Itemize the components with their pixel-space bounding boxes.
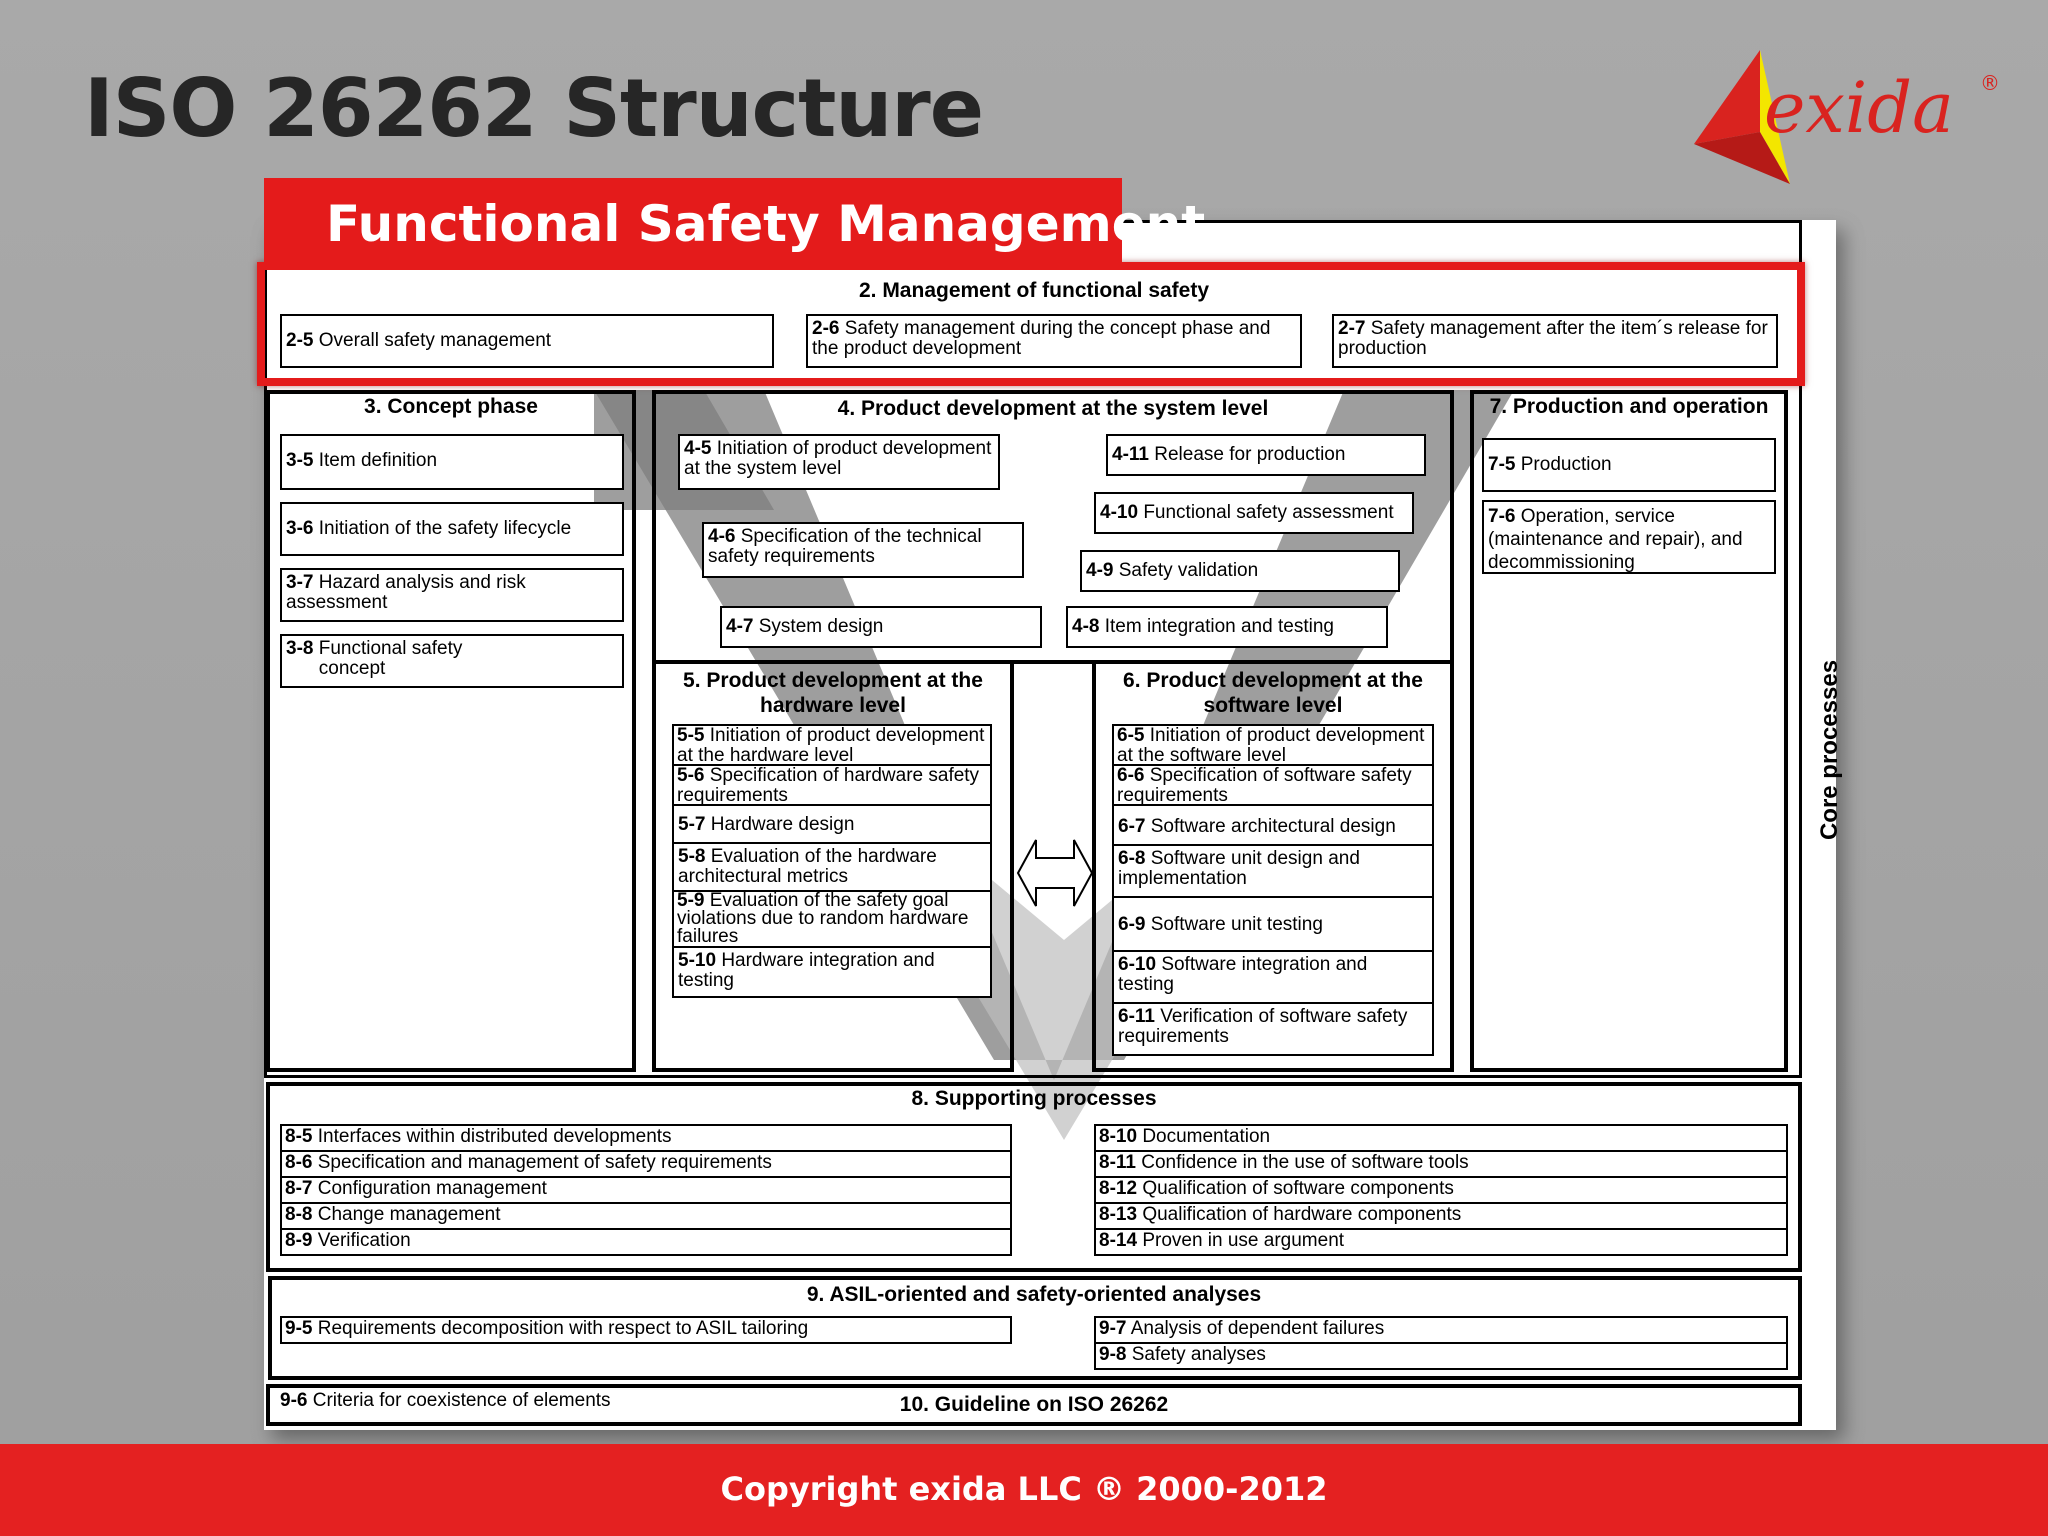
logo-text: exida (1764, 67, 1954, 149)
item-5-9: 5-9 Evaluation of the safety goal violations due to random hardware failures (672, 890, 992, 948)
item-4-8: 4-8 Item integration and testing (1066, 606, 1388, 648)
item-6-5: 6-5 Initiation of product development at the software level (1112, 724, 1434, 766)
item-9-7: 9-7 Analysis of dependent failures (1094, 1316, 1788, 1344)
item-8-13: 8-13 Qualification of hardware components (1094, 1202, 1788, 1230)
item-8-5: 8-5 Interfaces within distributed developments (280, 1124, 1012, 1152)
item-5-10: 5-10 Hardware integration and testing (672, 946, 992, 998)
item-3-7: 3-7 Hazard analysis and risk assessment (280, 568, 624, 622)
item-8-6: 8-6 Specification and management of safety requirements (280, 1150, 1012, 1178)
item-7-5: 7-5 Production (1482, 438, 1776, 492)
supporting-processes-title: 8. Supporting processes (911, 1087, 1157, 1110)
item-8-7: 8-7 Configuration management (280, 1176, 1012, 1204)
item-6-11: 6-11 Verification of software safety requirements (1112, 1002, 1434, 1056)
concept-phase-section (266, 390, 636, 1072)
guideline-title: 10. Guideline on ISO 26262 (899, 1393, 1169, 1416)
item-8-11: 8-11 Confidence in the use of software tools (1094, 1150, 1788, 1178)
item-9-8: 9-8 Safety analyses (1094, 1342, 1788, 1370)
core-processes-label-wrap (1800, 620, 1860, 880)
exida-logo (1688, 44, 2008, 194)
item-3-5: 3-5 Item definition (280, 434, 624, 490)
item-9-6: 9-6 Criteria for coexistence of elements (280, 1390, 611, 1411)
management-highlight-frame (257, 262, 1805, 386)
item-9-5: 9-5 Requirements decomposition with respect to ASIL tailoring (280, 1316, 1012, 1344)
item-7-6: 7-6 Operation, service (maintenance and repair), and decommissioning (1482, 500, 1776, 574)
slide-title: ISO 26262 Structure (84, 62, 984, 155)
item-2-6: 2-6 Safety management during the concept phase and the product development (806, 314, 1302, 368)
item-8-10: 8-10 Documentation (1094, 1124, 1788, 1152)
item-6-8: 6-8 Software unit design and implementation (1112, 844, 1434, 898)
item-8-12: 8-12 Qualification of software components (1094, 1176, 1788, 1204)
copyright-text: Copyright exida LLC ® 2000-2012 (720, 1470, 1328, 1508)
item-4-9: 4-9 Safety validation (1080, 550, 1400, 592)
item-5-7: 5-7 Hardware design (672, 804, 992, 844)
item-4-11: 4-11 Release for production (1106, 434, 1426, 476)
footer-bar (0, 1444, 2048, 1536)
item-4-7: 4-7 System design (720, 606, 1042, 648)
item-2-7: 2-7 Safety management after the item´s release for production (1332, 314, 1778, 368)
item-6-9: 6-9 Software unit testing (1112, 896, 1434, 952)
item-4-6: 4-6 Specification of the technical safety requirements (702, 522, 1024, 578)
asil-analyses-title: 9. ASIL-oriented and safety-oriented analyses (806, 1283, 1262, 1306)
concept-phase-title: 3. Concept phase (364, 395, 538, 418)
item-4-10: 4-10 Functional safety assessment (1094, 492, 1414, 534)
item-5-5: 5-5 Initiation of product development at the hardware level (672, 724, 992, 766)
item-6-10: 6-10 Software integration and testing (1112, 950, 1434, 1004)
item-4-5: 4-5 Initiation of product development at the system level (678, 434, 1000, 490)
core-processes-label: Core processes (1816, 659, 1843, 841)
item-3-6: 3-6 Initiation of the safety lifecycle (280, 502, 624, 556)
item-8-8: 8-8 Change management (280, 1202, 1012, 1230)
hardware-level-title: 5. Product development at the hardware level (683, 669, 983, 717)
item-5-6: 5-6 Specification of hardware safety requirements (672, 764, 992, 806)
logo-registered-mark: ® (1980, 71, 2000, 95)
production-section (1470, 390, 1788, 1072)
item-5-8: 5-8 Evaluation of the hardware architectural metrics (672, 842, 992, 892)
production-title: 7. Production and operation (1489, 395, 1769, 418)
exida-logo-mark (1688, 44, 2008, 194)
item-6-7: 6-7 Software architectural design (1112, 804, 1434, 846)
item-8-14: 8-14 Proven in use argument (1094, 1228, 1788, 1256)
management-title: 2. Management of functional safety (858, 279, 1210, 302)
system-level-title: 4. Product development at the system level (837, 397, 1269, 420)
item-3-8: 3-8 Functional safety concept (280, 634, 624, 688)
double-arrow-icon (1016, 818, 1096, 928)
iso-structure-diagram (264, 220, 1843, 1430)
item-6-6: 6-6 Specification of software safety requirements (1112, 764, 1434, 806)
functional-safety-management-tab: Functional Safety Management (264, 178, 1122, 268)
item-2-5: 2-5 Overall safety management (280, 314, 774, 368)
software-level-title: 6. Product development at the software level (1123, 669, 1423, 717)
item-8-9: 8-9 Verification (280, 1228, 1012, 1256)
